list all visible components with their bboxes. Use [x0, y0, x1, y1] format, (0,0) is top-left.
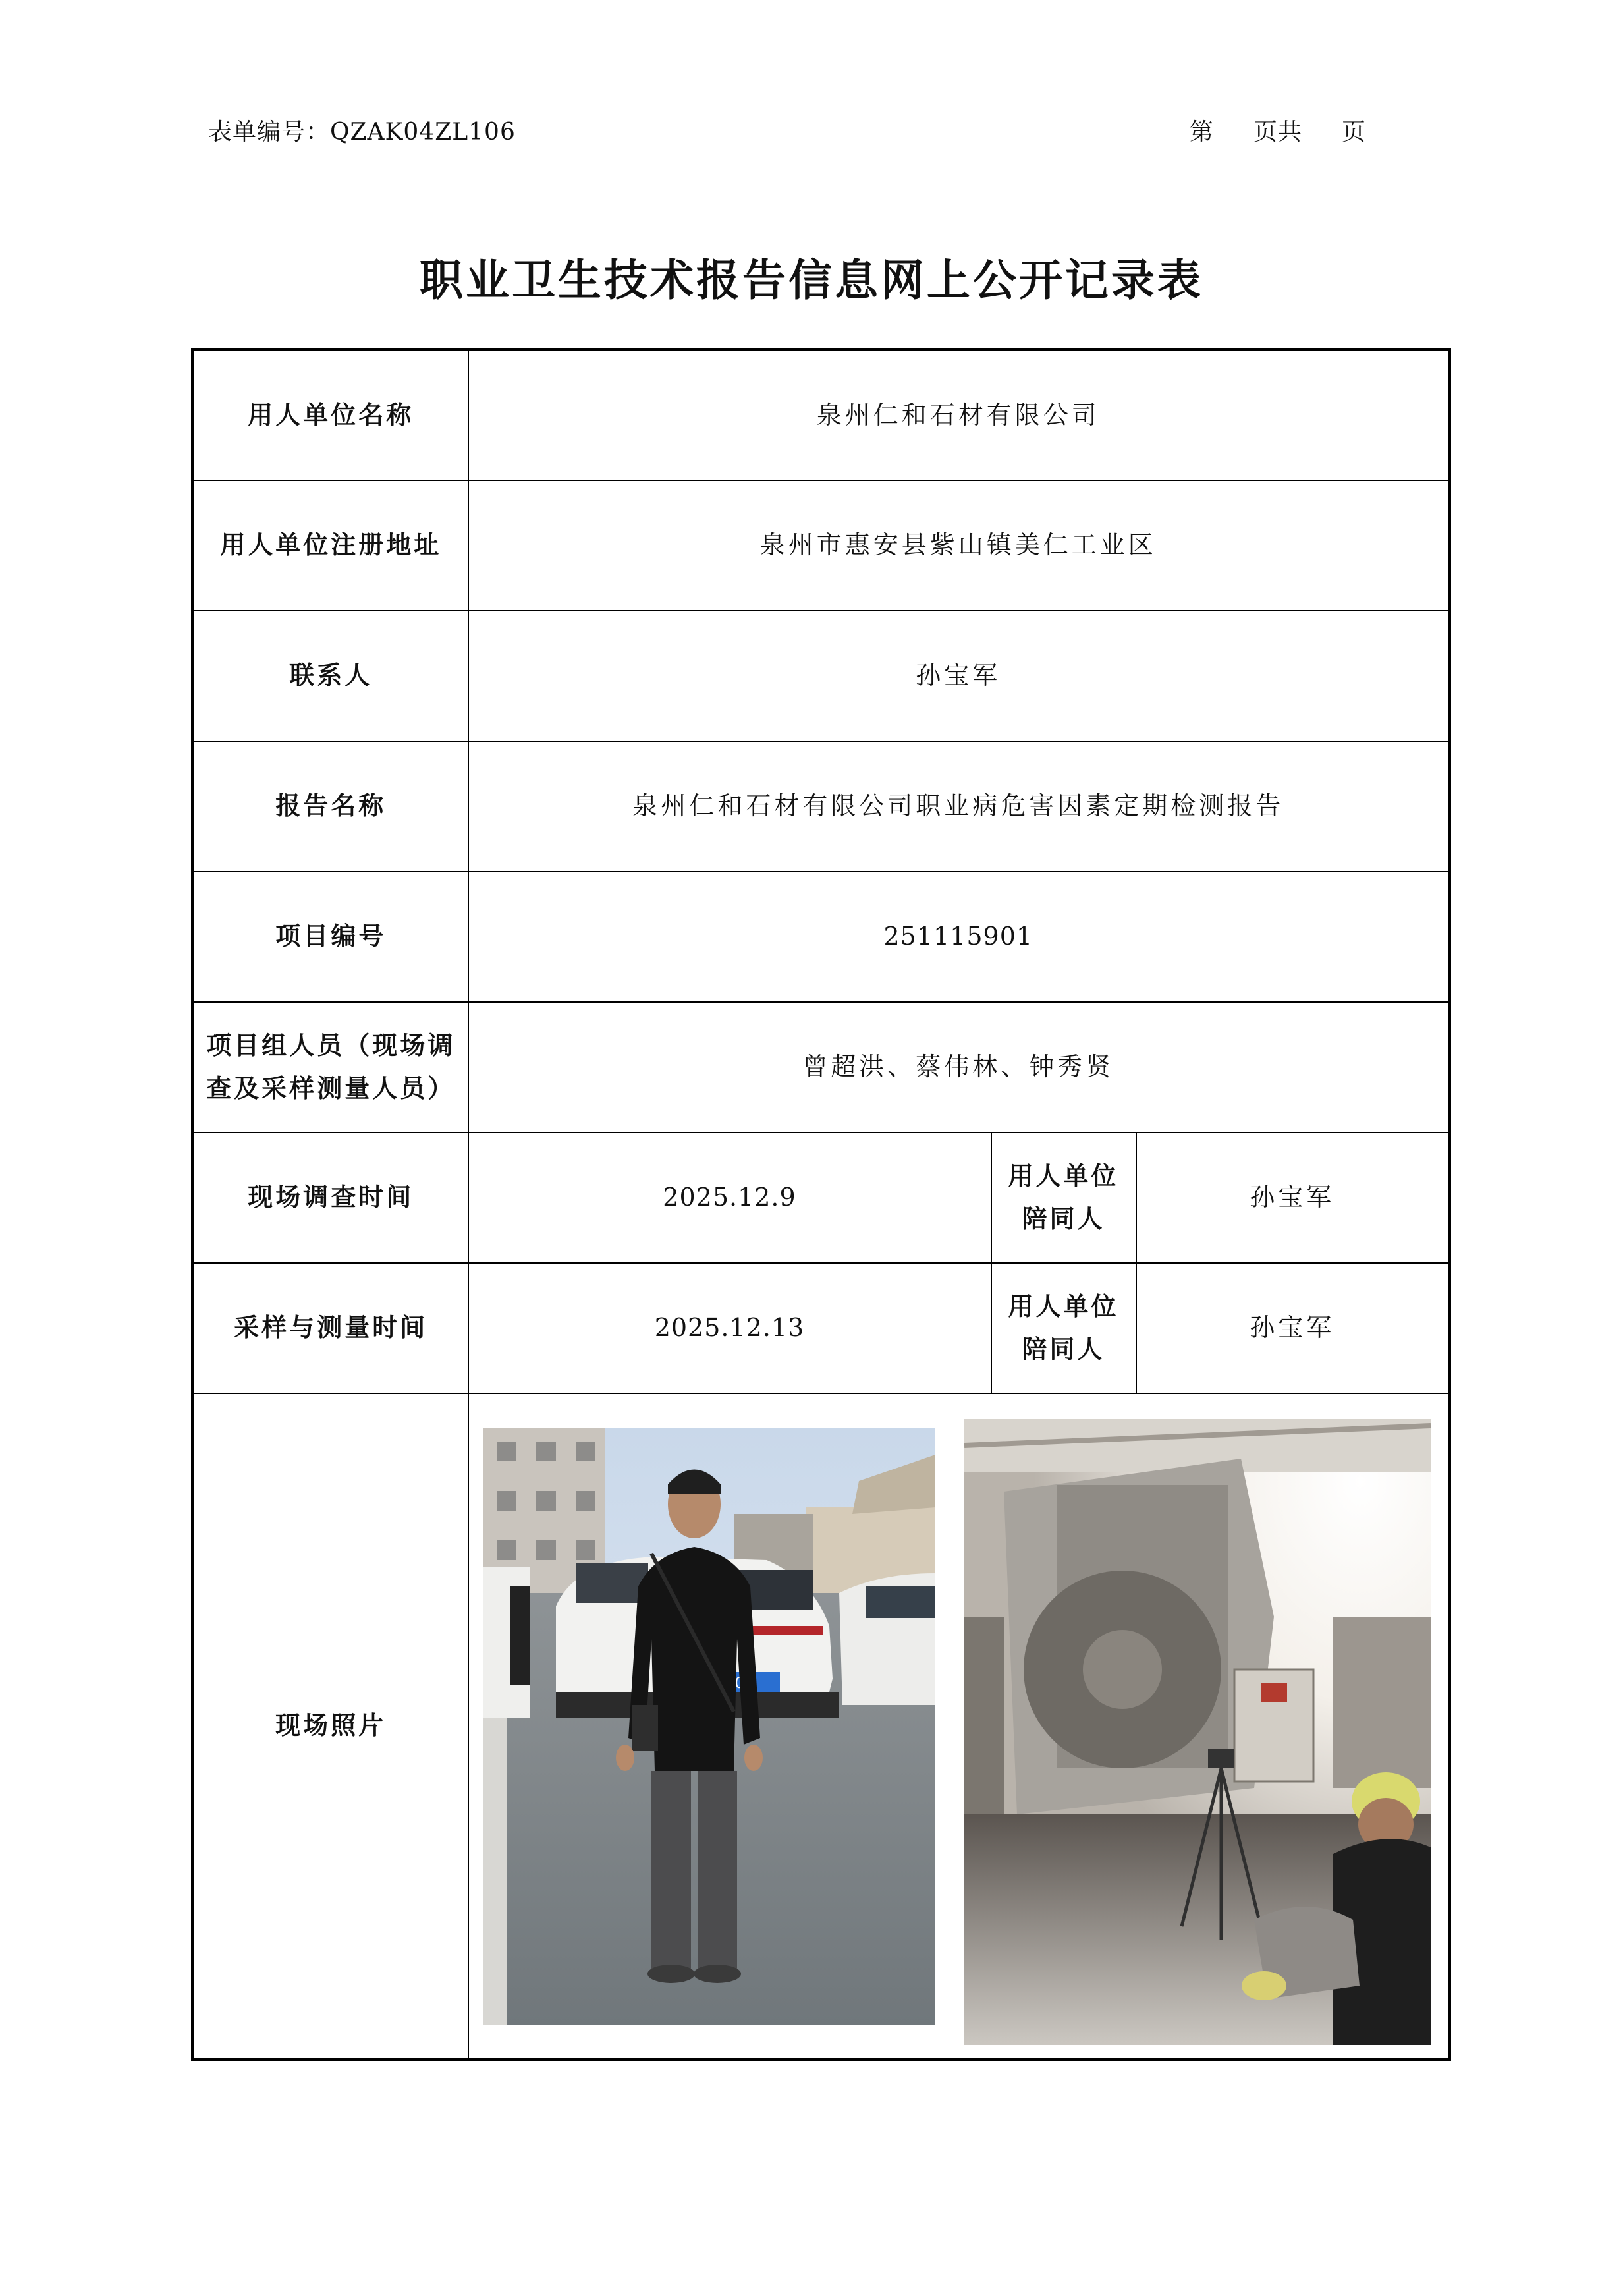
report-name-label: 报告名称 [193, 741, 468, 872]
sampling-companion-label-line-2: 陪同人 [1022, 1334, 1105, 1364]
employer-name-label: 用人单位名称 [193, 350, 468, 480]
row-report-name [193, 741, 1450, 872]
project-number-value: 251115901 [468, 872, 1450, 1002]
site-photos-cell [468, 1393, 1450, 2059]
row-project-team [193, 1002, 1450, 1133]
row-project-number [193, 872, 1450, 1002]
sampling-time-label: 采样与测量时间 [193, 1263, 468, 1393]
site-photo-workshop-image [964, 1419, 1431, 2045]
sampling-time-value: 2025.12.13 [468, 1263, 991, 1393]
survey-companion-label [991, 1133, 1136, 1263]
contact-label: 联系人 [193, 611, 468, 741]
survey-companion-label-line-2: 陪同人 [1022, 1204, 1105, 1233]
page-indicator-part-1: 第 [1190, 119, 1215, 146]
project-number-label: 项目编号 [193, 872, 468, 1002]
form-number: 表单编号：QZAK04ZL106 [208, 119, 516, 146]
page-indicator-part-2: 页共 [1253, 119, 1303, 146]
registered-address-value: 泉州市惠安县紫山镇美仁工业区 [468, 480, 1450, 611]
document-title: 职业卫生技术报告信息网上公开记录表 [420, 255, 1203, 306]
row-contact [193, 611, 1450, 741]
row-site-photos [193, 1393, 1450, 2059]
row-survey-time [193, 1133, 1450, 1263]
page-indicator-part-3: 页 [1342, 119, 1367, 146]
survey-time-label: 现场调查时间 [193, 1133, 468, 1263]
sampling-companion-label-line-1: 用人单位 [1008, 1291, 1119, 1321]
project-team-value: 曾超洪、蔡伟林、钟秀贤 [468, 1002, 1450, 1133]
record-table [191, 348, 1451, 2061]
site-photo-person-image [483, 1428, 935, 2025]
row-employer-name [193, 350, 1450, 480]
report-name-value: 泉州仁和石材有限公司职业病危害因素定期检测报告 [468, 741, 1450, 872]
survey-companion-label-line-1: 用人单位 [1008, 1161, 1119, 1190]
survey-companion-value: 孙宝军 [1136, 1133, 1450, 1263]
project-team-label-line-1: 项目组人员（现场调 [206, 1030, 456, 1060]
contact-value: 孙宝军 [468, 611, 1450, 741]
site-photo-workshop [964, 1419, 1431, 2045]
registered-address-label: 用人单位注册地址 [193, 480, 468, 611]
row-sampling-time [193, 1263, 1450, 1393]
site-photos-label: 现场照片 [193, 1393, 468, 2059]
sampling-companion-label [991, 1263, 1136, 1393]
site-photo-person [483, 1428, 935, 2025]
page-indicator [1190, 113, 1366, 147]
project-team-label-line-2: 查及采样测量人员） [206, 1073, 456, 1103]
row-registered-address [193, 480, 1450, 611]
project-team-label [193, 1002, 468, 1133]
survey-time-value: 2025.12.9 [468, 1133, 991, 1263]
employer-name-value: 泉州仁和石材有限公司 [468, 350, 1450, 480]
sampling-companion-value: 孙宝军 [1136, 1263, 1450, 1393]
